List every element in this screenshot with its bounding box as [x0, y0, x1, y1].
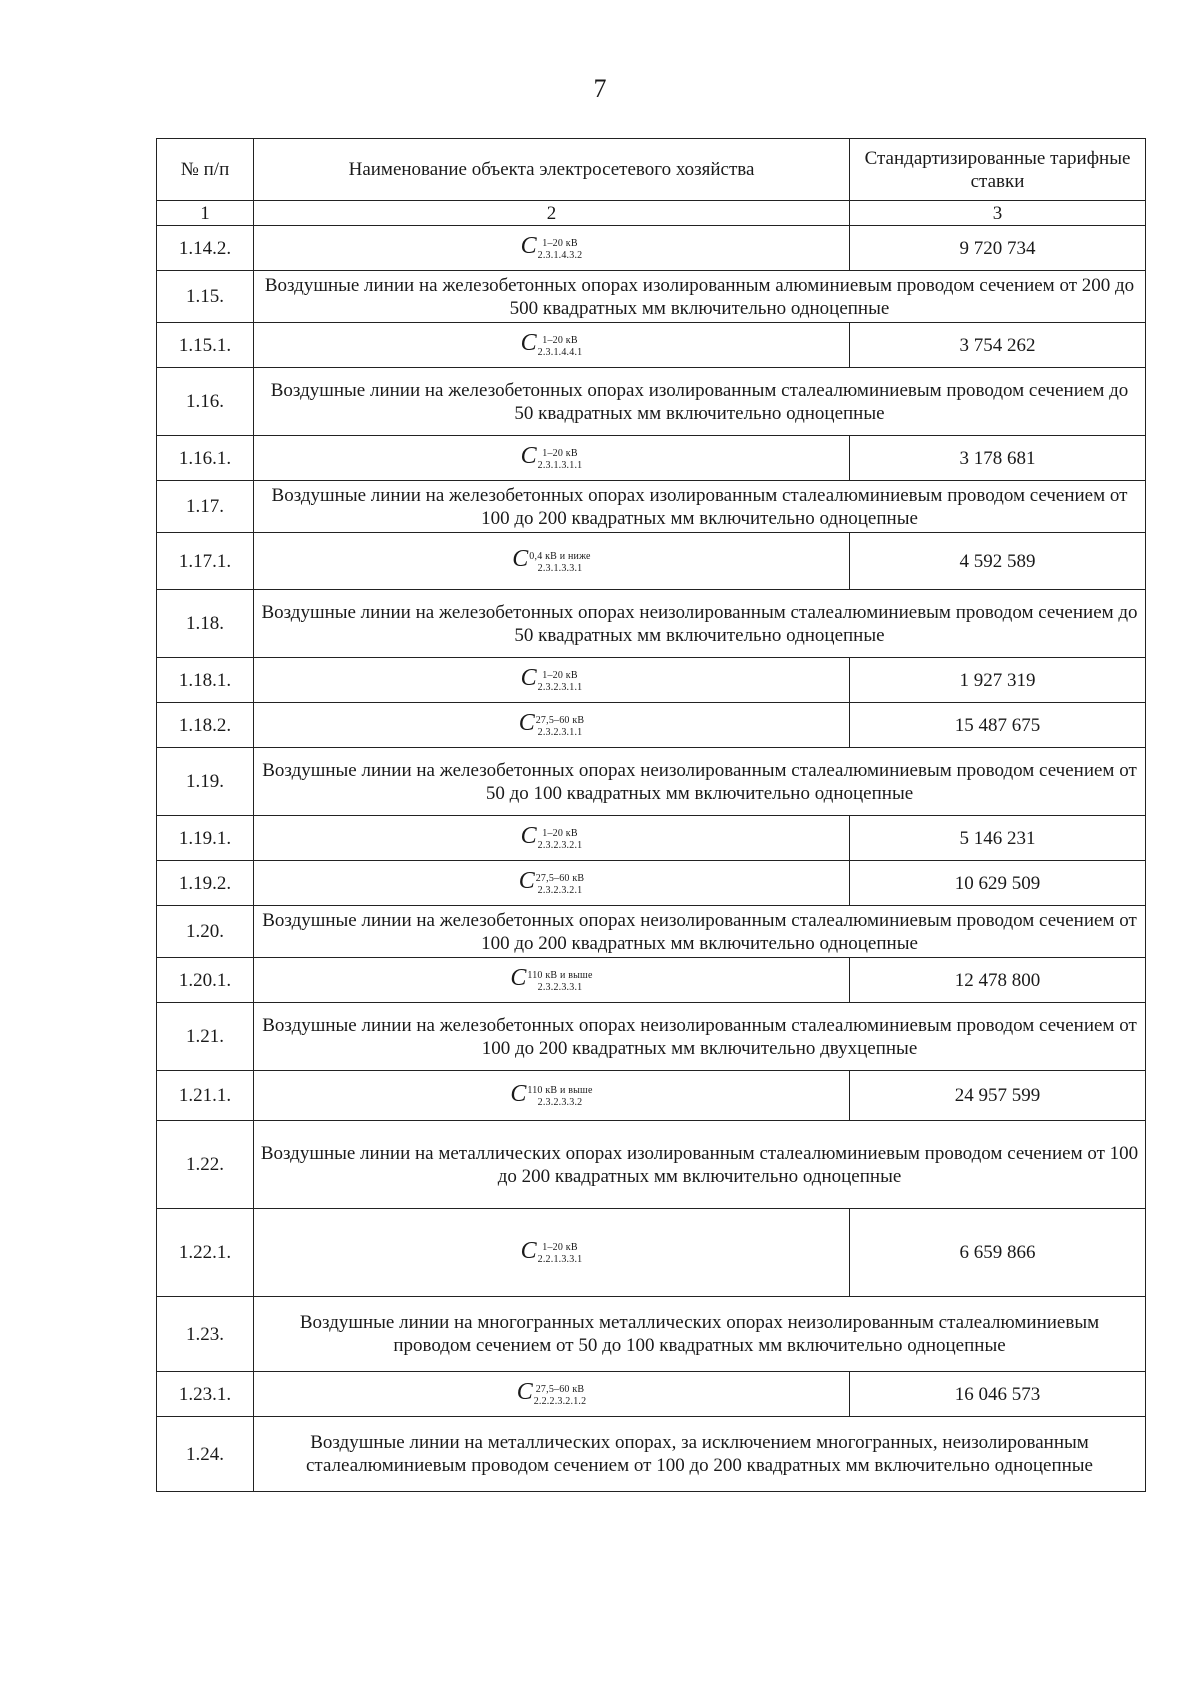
tariff-row — [157, 436, 1146, 481]
rate-code-subscript: 2.3.1.4.4.1 — [537, 346, 583, 358]
voltage-superscript: 1–20 кВ — [542, 827, 578, 839]
rate-symbol: C — [512, 546, 529, 573]
tariff-row — [157, 1372, 1146, 1417]
voltage-superscript: 0,4 кВ и ниже — [529, 550, 591, 562]
page-number: 7 — [593, 74, 607, 103]
row-number: 1.21. — [157, 1003, 254, 1071]
voltage-superscript: 1–20 кВ — [542, 669, 578, 681]
tariff-row — [157, 658, 1146, 703]
rate-symbol: C — [520, 330, 537, 357]
section-description: Воздушные линии на железобетонных опорах неизолированным сталеалюминиевым проводом сечением от 100 до 200 квадратных мм включительно одноцепные — [254, 906, 1146, 958]
tariff-row — [157, 958, 1146, 1003]
voltage-superscript: 1–20 кВ — [542, 237, 578, 249]
rate-value: 15 487 675 — [850, 703, 1146, 748]
row-number: 1.20.1. — [157, 958, 254, 1003]
rate-symbol-cell — [254, 1071, 850, 1121]
section-row — [157, 590, 1146, 658]
section-description: Воздушные линии на железобетонных опорах неизолированным сталеалюминиевым проводом сечением от 100 до 200 квадратных мм включительно двухцепные — [254, 1003, 1146, 1071]
row-number: 1.15.1. — [157, 323, 254, 368]
tariff-row — [157, 816, 1146, 861]
row-number: 1.18.1. — [157, 658, 254, 703]
rate-symbol-cell — [254, 226, 850, 271]
rate-symbol-cell — [254, 861, 850, 906]
section-description: Воздушные линии на железобетонных опорах неизолированным сталеалюминиевым проводом сечением от 50 до 100 квадратных мм включительно одноцепные — [254, 748, 1146, 816]
row-number: 1.21.1. — [157, 1071, 254, 1121]
rate-value: 1 927 319 — [850, 658, 1146, 703]
rate-symbol-cell — [254, 703, 850, 748]
rate-code-subscript: 2.3.2.3.1.1 — [537, 726, 583, 738]
section-row — [157, 1003, 1146, 1071]
rate-symbol-scripts — [538, 828, 583, 851]
rate-symbol-scripts — [529, 551, 590, 574]
section-row — [157, 368, 1146, 436]
column-number-3: 3 — [850, 201, 1146, 226]
section-row — [157, 1121, 1146, 1209]
section-description: Воздушные линии на железобетонных опорах неизолированным сталеалюминиевым проводом сечением до 50 квадратных мм включительно одноцепные — [254, 590, 1146, 658]
tariff-row — [157, 323, 1146, 368]
row-number: 1.16. — [157, 368, 254, 436]
section-description: Воздушные линии на железобетонных опорах изолированным сталеалюминиевым проводом сечением от 100 до 200 квадратных мм включительно одноцепные — [254, 481, 1146, 533]
row-number: 1.16.1. — [157, 436, 254, 481]
rate-symbol: C — [518, 868, 535, 895]
rate-symbol: C — [510, 965, 527, 992]
header-name: Наименование объекта электросетевого хозяйства — [254, 139, 850, 201]
row-number: 1.24. — [157, 1417, 254, 1492]
rate-symbol: C — [520, 823, 537, 850]
rate-symbol-cell — [254, 658, 850, 703]
rate-code-subscript: 2.3.2.3.2.1 — [537, 839, 583, 851]
tariff-row — [157, 1209, 1146, 1297]
row-number: 1.23.1. — [157, 1372, 254, 1417]
rate-code-subscript: 2.3.2.3.3.1 — [537, 981, 583, 993]
rate-symbol-scripts — [534, 1384, 587, 1407]
rate-value: 6 659 866 — [850, 1209, 1146, 1297]
column-number-row — [157, 201, 1146, 226]
tariff-row — [157, 861, 1146, 906]
voltage-superscript: 1–20 кВ — [542, 447, 578, 459]
rate-symbol-scripts — [538, 448, 583, 471]
tariff-row — [157, 703, 1146, 748]
rate-symbol-cell — [254, 533, 850, 590]
table-header-row — [157, 139, 1146, 201]
voltage-superscript: 1–20 кВ — [542, 1242, 578, 1254]
rate-symbol: C — [520, 665, 537, 692]
section-description: Воздушные линии на металлических опорах изолированным сталеалюминиевым проводом сечением от 100 до 200 квадратных мм включительно одноцепные — [254, 1121, 1146, 1209]
section-row — [157, 271, 1146, 323]
voltage-superscript: 27,5–60 кВ — [535, 714, 585, 726]
header-num: № п/п — [157, 139, 254, 201]
rate-value: 12 478 800 — [850, 958, 1146, 1003]
row-number: 1.19. — [157, 748, 254, 816]
section-description: Воздушные линии на железобетонных опорах изолированным сталеалюминиевым проводом сечением до 50 квадратных мм включительно одноцепные — [254, 368, 1146, 436]
rate-value: 3 178 681 — [850, 436, 1146, 481]
rate-symbol-cell — [254, 816, 850, 861]
rate-value: 24 957 599 — [850, 1071, 1146, 1121]
rate-value: 9 720 734 — [850, 226, 1146, 271]
rate-symbol: C — [520, 443, 537, 470]
rate-code-subscript: 2.3.2.3.2.1 — [537, 884, 583, 896]
voltage-superscript: 110 кВ и выше — [527, 969, 593, 981]
row-number: 1.20. — [157, 906, 254, 958]
tariff-row — [157, 226, 1146, 271]
row-number: 1.15. — [157, 271, 254, 323]
section-description: Воздушные линии на металлических опорах, за исключением многогранных, неизолированным сталеалюминиевым проводом сечением от 100 до 200 квадратных мм включительно одноцепные — [254, 1417, 1146, 1492]
tariff-table — [156, 138, 1146, 1492]
rate-symbol-scripts — [538, 670, 583, 693]
rate-code-subscript: 2.3.2.3.1.1 — [537, 681, 583, 693]
tariff-row — [157, 1071, 1146, 1121]
section-row — [157, 906, 1146, 958]
rate-symbol: C — [518, 710, 535, 737]
rate-code-subscript: 2.2.2.3.2.1.2 — [533, 1395, 587, 1407]
rate-symbol-scripts — [527, 1085, 592, 1108]
rate-symbol-scripts — [536, 873, 585, 896]
tariff-table-body — [157, 139, 1146, 1492]
rate-code-subscript: 2.2.1.3.3.1 — [537, 1254, 583, 1266]
header-rate: Стандартизированные тарифные ставки — [850, 139, 1146, 201]
rate-symbol-scripts — [538, 335, 583, 358]
rate-symbol-cell — [254, 958, 850, 1003]
rate-code-subscript: 2.3.1.4.3.2 — [537, 249, 583, 261]
section-row — [157, 748, 1146, 816]
rate-symbol: C — [516, 1379, 533, 1406]
row-number: 1.19.2. — [157, 861, 254, 906]
rate-symbol: C — [510, 1080, 527, 1107]
rate-value: 5 146 231 — [850, 816, 1146, 861]
section-row — [157, 1297, 1146, 1372]
rate-symbol-scripts — [536, 715, 585, 738]
section-description: Воздушные линии на железобетонных опорах изолированным алюминиевым проводом сечением от 200 до 500 квадратных мм включительно одноцепные — [254, 271, 1146, 323]
row-number: 1.22.1. — [157, 1209, 254, 1297]
row-number: 1.22. — [157, 1121, 254, 1209]
row-number: 1.14.2. — [157, 226, 254, 271]
row-number: 1.17.1. — [157, 533, 254, 590]
column-number-1: 1 — [157, 201, 254, 226]
rate-symbol-scripts — [538, 1242, 583, 1265]
column-number-2: 2 — [254, 201, 850, 226]
section-description: Воздушные линии на многогранных металлических опорах неизолированным сталеалюминиевым проводом сечением от 50 до 100 квадратных мм включительно одноцепные — [254, 1297, 1146, 1372]
rate-symbol-cell — [254, 1209, 850, 1297]
rate-value: 4 592 589 — [850, 533, 1146, 590]
rate-value: 10 629 509 — [850, 861, 1146, 906]
voltage-superscript: 110 кВ и выше — [527, 1085, 593, 1097]
rate-code-subscript: 2.3.1.3.3.1 — [537, 562, 583, 574]
row-number: 1.18. — [157, 590, 254, 658]
rate-symbol-scripts — [527, 970, 592, 993]
row-number: 1.17. — [157, 481, 254, 533]
section-row — [157, 481, 1146, 533]
rate-symbol: C — [520, 1237, 537, 1264]
rate-symbol: C — [520, 233, 537, 260]
rate-symbol-scripts — [538, 238, 583, 261]
rate-symbol-cell — [254, 323, 850, 368]
tariff-row — [157, 533, 1146, 590]
row-number: 1.18.2. — [157, 703, 254, 748]
rate-symbol-cell — [254, 436, 850, 481]
rate-code-subscript: 2.3.2.3.3.2 — [537, 1097, 583, 1109]
voltage-superscript: 27,5–60 кВ — [535, 872, 585, 884]
section-row — [157, 1417, 1146, 1492]
voltage-superscript: 27,5–60 кВ — [535, 1383, 585, 1395]
row-number: 1.19.1. — [157, 816, 254, 861]
row-number: 1.23. — [157, 1297, 254, 1372]
rate-symbol-cell — [254, 1372, 850, 1417]
voltage-superscript: 1–20 кВ — [542, 334, 578, 346]
rate-code-subscript: 2.3.1.3.1.1 — [537, 459, 583, 471]
rate-value: 3 754 262 — [850, 323, 1146, 368]
rate-value: 16 046 573 — [850, 1372, 1146, 1417]
